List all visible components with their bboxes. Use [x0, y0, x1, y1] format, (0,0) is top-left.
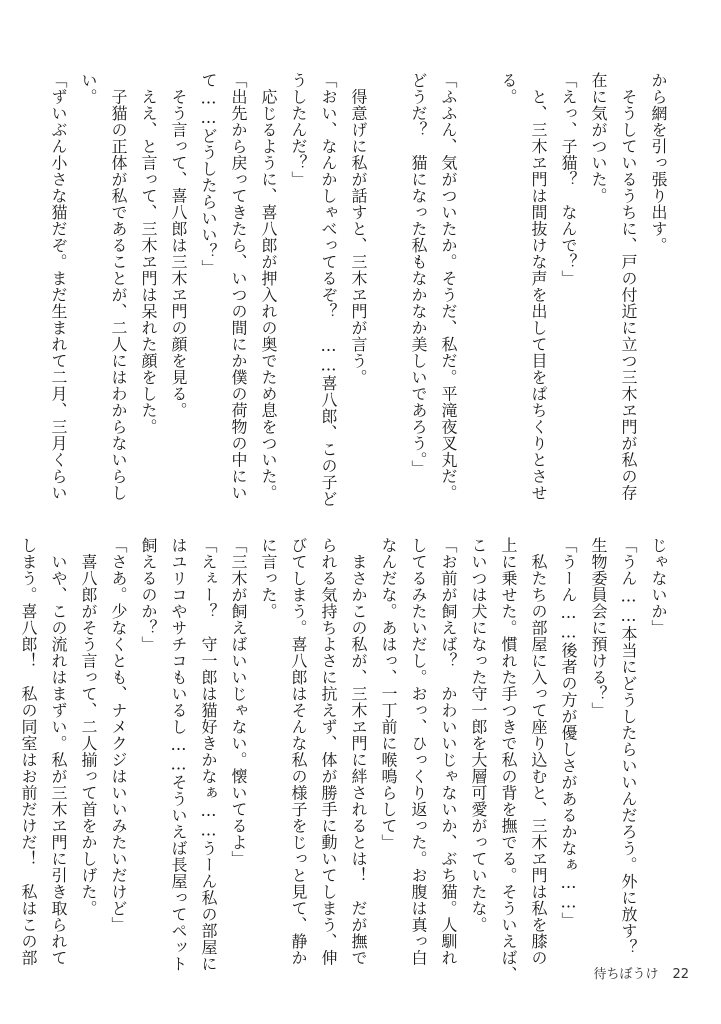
text-line: 「お前が飼えば？ かわいいじゃないか、ぶち猫。人馴れ [439, 537, 458, 966]
text-line: 応じるように、喜八郎が押入れの奥でため息をついた。 [259, 72, 278, 501]
text-line: 喜八郎がそう言って、二人揃って首をかしげた。 [79, 537, 98, 917]
text-line: うしたんだ？」 [289, 72, 308, 188]
text-line: はユリコやサチコもいるし……そういえば長屋ってペット [169, 537, 188, 972]
text-line: 飼えるのか？」 [139, 537, 158, 653]
text-line: から網を引っ張り出す。 [649, 72, 668, 254]
text-line: る。 [499, 72, 518, 105]
text-line: 「さあ。少なくとも、ナメクジはいいみたいだけど」 [109, 537, 128, 933]
text-line: いや、この流れはまずい。私が三木ヱ門に引き取られて [49, 537, 68, 966]
text-line: 在に気がついた。 [589, 72, 608, 204]
text-line: 「おい、なんかしゃべってるぞ？ ……喜八郎、この子ど [319, 72, 338, 507]
text-line [463, 72, 493, 492]
text-line: と、三木ヱ門は間抜けな声を出して目をぱちくりとさせ [529, 72, 548, 501]
text-line: 上に乗せた。慣れた手つきで私の背を撫でる。そういえば、 [499, 537, 518, 983]
page-number: 22 [672, 967, 689, 982]
text-line: どうだ？ 猫になった私もなかなか美しいであろう。」 [409, 72, 428, 477]
text-line: そうしているうちに、戸の付近に立つ三木ヱ門が私の存 [619, 72, 638, 501]
text-line: そう言って、喜八郎は三木ヱ門の顔を見る。 [169, 72, 188, 419]
text-line: 「ふふん、気がついたか。そうだ、私だ。平滝夜叉丸だ。 [439, 72, 458, 501]
text-line: じゃないか」 [649, 537, 668, 636]
text-line: 「ずいぶん小さな猫だぞ。まだ生まれて二月、三月くらい [49, 72, 68, 501]
text-line: こいつは犬になった守一郎を大層可愛がっていたな。 [469, 537, 488, 933]
text-line: 子猫の正体が私であることが、二人にはわからないらし [109, 72, 128, 501]
text-line: 得意げに私が話すと、三木ヱ門が言う。 [349, 72, 368, 386]
text-line: 「うーん……後者の方が優しさがあるかなぁ……」 [559, 537, 578, 929]
text-line: 生物委員会に預ける？」 [589, 537, 608, 719]
text-line: 「三木が飼えばいいじゃない。懐いてるよ」 [229, 537, 248, 867]
text-line: 「うん……本当にどうしたらいいんだろう。外に放す？ [619, 537, 638, 956]
text-line: 「えぇー？ 守一郎は猫好きかなぁ……うーん私の部屋に [199, 537, 218, 972]
text-line [373, 72, 403, 492]
text-line: しまう。喜八郎！ 私の同室はお前だけだ！ 私はこの部 [19, 537, 38, 966]
text-line: まさかこの私が、三木ヱ門に絆されるとは！ だが撫で [349, 537, 368, 966]
text-line: ええ、と言って、三木ヱ門は呆れた顔をした。 [139, 72, 158, 435]
book-title: 待ちぼうけ [593, 967, 659, 982]
text-line: い。 [79, 72, 98, 105]
text-line: られる気持ちよさに抗えず、体が勝手に動いてしまう、伸 [319, 537, 338, 966]
page-footer [593, 963, 689, 982]
text-line: 「えっ、子猫？ なんで？」 [559, 72, 578, 287]
text-line: に言った。 [259, 537, 278, 620]
text-line: 「出先から戻ってきたら、いつの間にか僕の荷物の中にい [229, 72, 248, 501]
text-block-top [43, 72, 673, 507]
text-line: て……どうしたらいい？」 [199, 72, 218, 276]
text-line: 私たちの部屋に入って座り込むと、三木ヱ門は私を膝の [529, 537, 548, 966]
text-line: なんだな。あはっ、一丁前に喉鳴らして」 [379, 537, 398, 851]
text-line: びてしまう。喜八郎はそんな私の様子をじっと見て、静か [289, 537, 308, 966]
text-line: してるみたいだし。おっ、ひっくり返った。お腹は真っ白 [409, 537, 428, 966]
